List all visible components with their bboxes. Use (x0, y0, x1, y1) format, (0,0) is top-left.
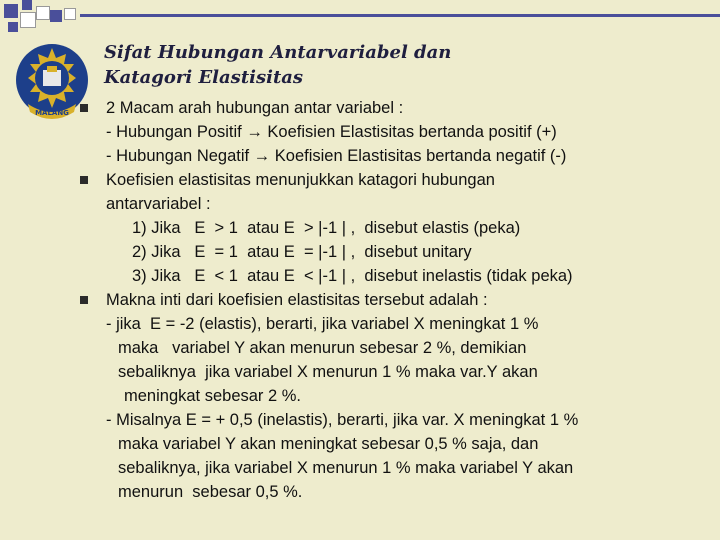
slide-content (80, 96, 710, 504)
bullet-line: - Hubungan Negatif → Koefisien Elastisitas bertanda negatif (-) (106, 147, 567, 165)
decor-square (36, 6, 50, 20)
bullet-line: meningkat sebesar 2 %. (124, 387, 302, 405)
bullet-line: - Misalnya E = + 0,5 (inelastis), berarti, jika var. X meningkat 1 % (106, 411, 579, 429)
bullet-line: maka variabel Y akan meningkat sebesar 0,5 % saja, dan (118, 435, 539, 453)
bullet-line: sebaliknya jika variabel X menurun 1 % maka var.Y akan (118, 363, 538, 381)
bullet-line: sebaliknya, jika variabel X menurun 1 % maka variabel Y akan (118, 459, 574, 477)
bullet-line: 3) Jika E < 1 atau E < |-1 | , disebut inelastis (tidak peka) (132, 267, 573, 285)
bullet-line: antarvariabel : (106, 195, 211, 213)
bullet-line: Makna inti dari koefisien elastisitas tersebut adalah : (106, 291, 488, 309)
bullet-line: Koefisien elastisitas menunjukkan katagori hubungan (106, 171, 495, 189)
bullet-marker (80, 176, 88, 184)
decorative-header (0, 0, 720, 40)
title-line-1: Sifat Hubungan Antarvariabel dan (104, 42, 452, 63)
bullet-line: - jika E = -2 (elastis), berarti, jika variabel X meningkat 1 % (106, 315, 539, 333)
bullet-line: menurun sebesar 0,5 %. (118, 483, 303, 501)
logo-text: MALANG (35, 109, 69, 117)
decor-square (4, 4, 18, 18)
bullet-line: 2) Jika E = 1 atau E = |-1 | , disebut unitary (132, 243, 472, 261)
decor-square (50, 10, 62, 22)
title-line-2: Katagori Elastisitas (104, 67, 304, 88)
bullet-marker (80, 104, 88, 112)
bullet-line: 1) Jika E > 1 atau E > |-1 | , disebut elastis (peka) (132, 219, 521, 237)
slide-title (104, 40, 704, 90)
header-rule (80, 14, 720, 17)
bullet-2 (80, 168, 710, 288)
decor-square (22, 0, 32, 10)
bullet-1 (80, 96, 710, 168)
bullet-line: 2 Macam arah hubungan antar variabel : (106, 99, 404, 117)
decor-square (8, 22, 18, 32)
decor-square (20, 12, 36, 28)
bullet-3 (80, 288, 710, 504)
decor-square (64, 8, 76, 20)
bullet-line: - Hubungan Positif → Koefisien Elastisitas bertanda positif (+) (106, 123, 557, 141)
bullet-line: maka variabel Y akan menurun sebesar 2 %, demikian (118, 339, 527, 357)
bullet-marker (80, 296, 88, 304)
